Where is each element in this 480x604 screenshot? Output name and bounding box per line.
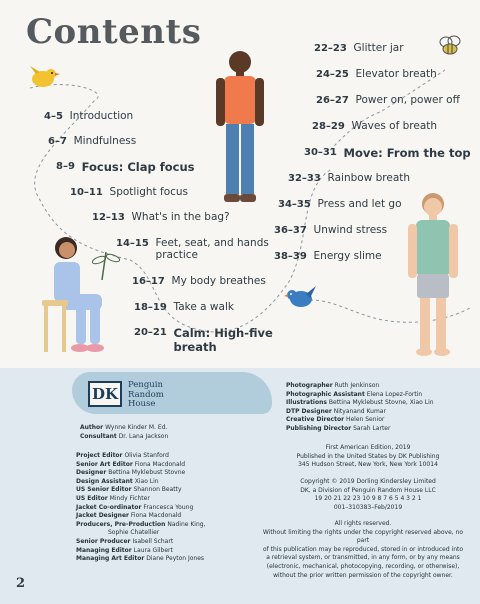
toc-entry-high-five-breath[interactable]: 20–21 Calm: High-five breath xyxy=(134,326,273,354)
toc-entry-power-on-off[interactable]: 26–27 Power on, power off xyxy=(316,94,460,106)
boy-orange-shirt-photo xyxy=(212,46,268,206)
toc-entry-from-the-top[interactable]: 30–31 Move: From the top xyxy=(304,146,471,160)
credit-row: Consultant Dr. Lana Jackson xyxy=(80,432,169,440)
copyright-info: Copyright © 2019 Dorling Kindersley Limited DK, a Division of Penguin Random House LLC 19 20 21 22 23 10 9 8 7 6 5 4 3 2 1 001–310383–Feb/2019 xyxy=(300,478,436,511)
credit-row: Managing Editor Laura Gilbert xyxy=(76,546,173,554)
credit-row: Author Wynne Kinder M. Ed. xyxy=(80,424,168,431)
toc-entry-clap-focus[interactable]: 8–9 Focus: Clap focus xyxy=(56,160,195,174)
credit-row: Photographic Assistant Elena Lopez-Fortin xyxy=(286,390,423,398)
toc-entry-press-and-let-go[interactable]: 34–35 Press and let go xyxy=(278,198,402,210)
yellow-bird-icon xyxy=(26,62,60,92)
edition-info: First American Edition, 2019 Published in the United States by DK Publishing 345 Hudson Street, New York, New York 10014 xyxy=(296,444,440,469)
credit-row: Senior Producer Isabell Schart xyxy=(76,537,174,545)
toc-entry-whats-in-the-bag[interactable]: 12–13 What's in the bag? xyxy=(92,211,230,223)
credit-row: Managing Art Editor Diane Peyton Jones xyxy=(76,555,205,563)
credit-row: Design Assistant Xiao Lin xyxy=(76,477,159,485)
toc-entry-unwind-stress[interactable]: 36–37 Unwind stress xyxy=(274,224,388,236)
credit-row: US Senior Editor Shannon Beatty xyxy=(76,486,182,494)
toc-entry-glitter-jar[interactable]: 22–23 Glitter jar xyxy=(314,42,404,54)
credit-row: Jacket Designer Fiona Macdonald xyxy=(76,512,182,520)
credit-row: Producers, Pre-Production Nadine King, xyxy=(76,520,206,528)
toc-entry-waves-of-breath[interactable]: 28–29 Waves of breath xyxy=(312,120,438,132)
toc-entry-mindfulness[interactable]: 6–7 Mindfulness xyxy=(48,135,137,147)
credit-row: US Editor Mindy Fichter xyxy=(76,494,150,502)
dk-logo: DK xyxy=(88,381,122,407)
credit-row: Publishing Director Sarah Larter xyxy=(286,424,391,432)
penguin-random-house-logo: Penguin Random House xyxy=(128,380,164,409)
toc-entry-introduction[interactable]: 4–5 Introduction xyxy=(44,110,134,122)
credit-row: Senior Art Editor Fiona Macdonald xyxy=(76,460,186,468)
credit-row: Project Editor Olivia Stanford xyxy=(76,452,169,459)
credit-row: Photographer Ruth Jenkinson xyxy=(286,382,380,389)
toc-entry-spotlight-focus[interactable]: 10–11 Spotlight focus xyxy=(70,186,189,198)
toc-entry-elevator-breath[interactable]: 24–25 Elevator breath xyxy=(316,68,437,80)
blue-bird-icon xyxy=(284,284,318,310)
credit-row: DTP Designer Nityanand Kumar xyxy=(286,407,386,415)
page-title: Contents xyxy=(26,12,202,52)
credit-row: Jacket Co-ordinator Francesca Young xyxy=(76,503,194,511)
rights-notice: All rights reserved. Without limiting the rights under the copyright reserved above, no part of this publication may be reproduced, stored in or introduced into a retrieval system, or transmitted, in any form, or by any means (electronic, mechanical, photocopying, recording, or otherwise), without the prior written permission of the copyright owner. xyxy=(262,520,464,579)
credit-row: Sophie Chatellier xyxy=(108,529,160,537)
credit-row: Creative Director Helen Senior xyxy=(286,416,385,424)
bee-icon xyxy=(436,34,464,58)
toc-entry-take-a-walk[interactable]: 18–19 Take a walk xyxy=(134,301,234,313)
credits-right-list xyxy=(286,382,434,434)
credits-left-list xyxy=(76,452,206,564)
girl-on-stool-photo xyxy=(40,234,106,358)
credits-left-top xyxy=(80,424,168,441)
toc-entry-energy-slime[interactable]: 38–39 Energy slime xyxy=(274,250,382,262)
page-number: 2 xyxy=(16,576,26,591)
credit-row: Illustrations Bettina Myklebust Stovne, Xiao Lin xyxy=(286,399,434,407)
toc-entry-feet-seat-hands[interactable]: 14–15 Feet, seat, and hands practice xyxy=(116,237,269,261)
toc-entry-rainbow-breath[interactable]: 32–33 Rainbow breath xyxy=(288,172,411,184)
credit-row: Designer Bettina Myklebust Stovne xyxy=(76,469,186,477)
boy-green-shirt-photo xyxy=(404,190,462,358)
toc-entry-my-body-breathes[interactable]: 16–17 My body breathes xyxy=(132,275,266,287)
